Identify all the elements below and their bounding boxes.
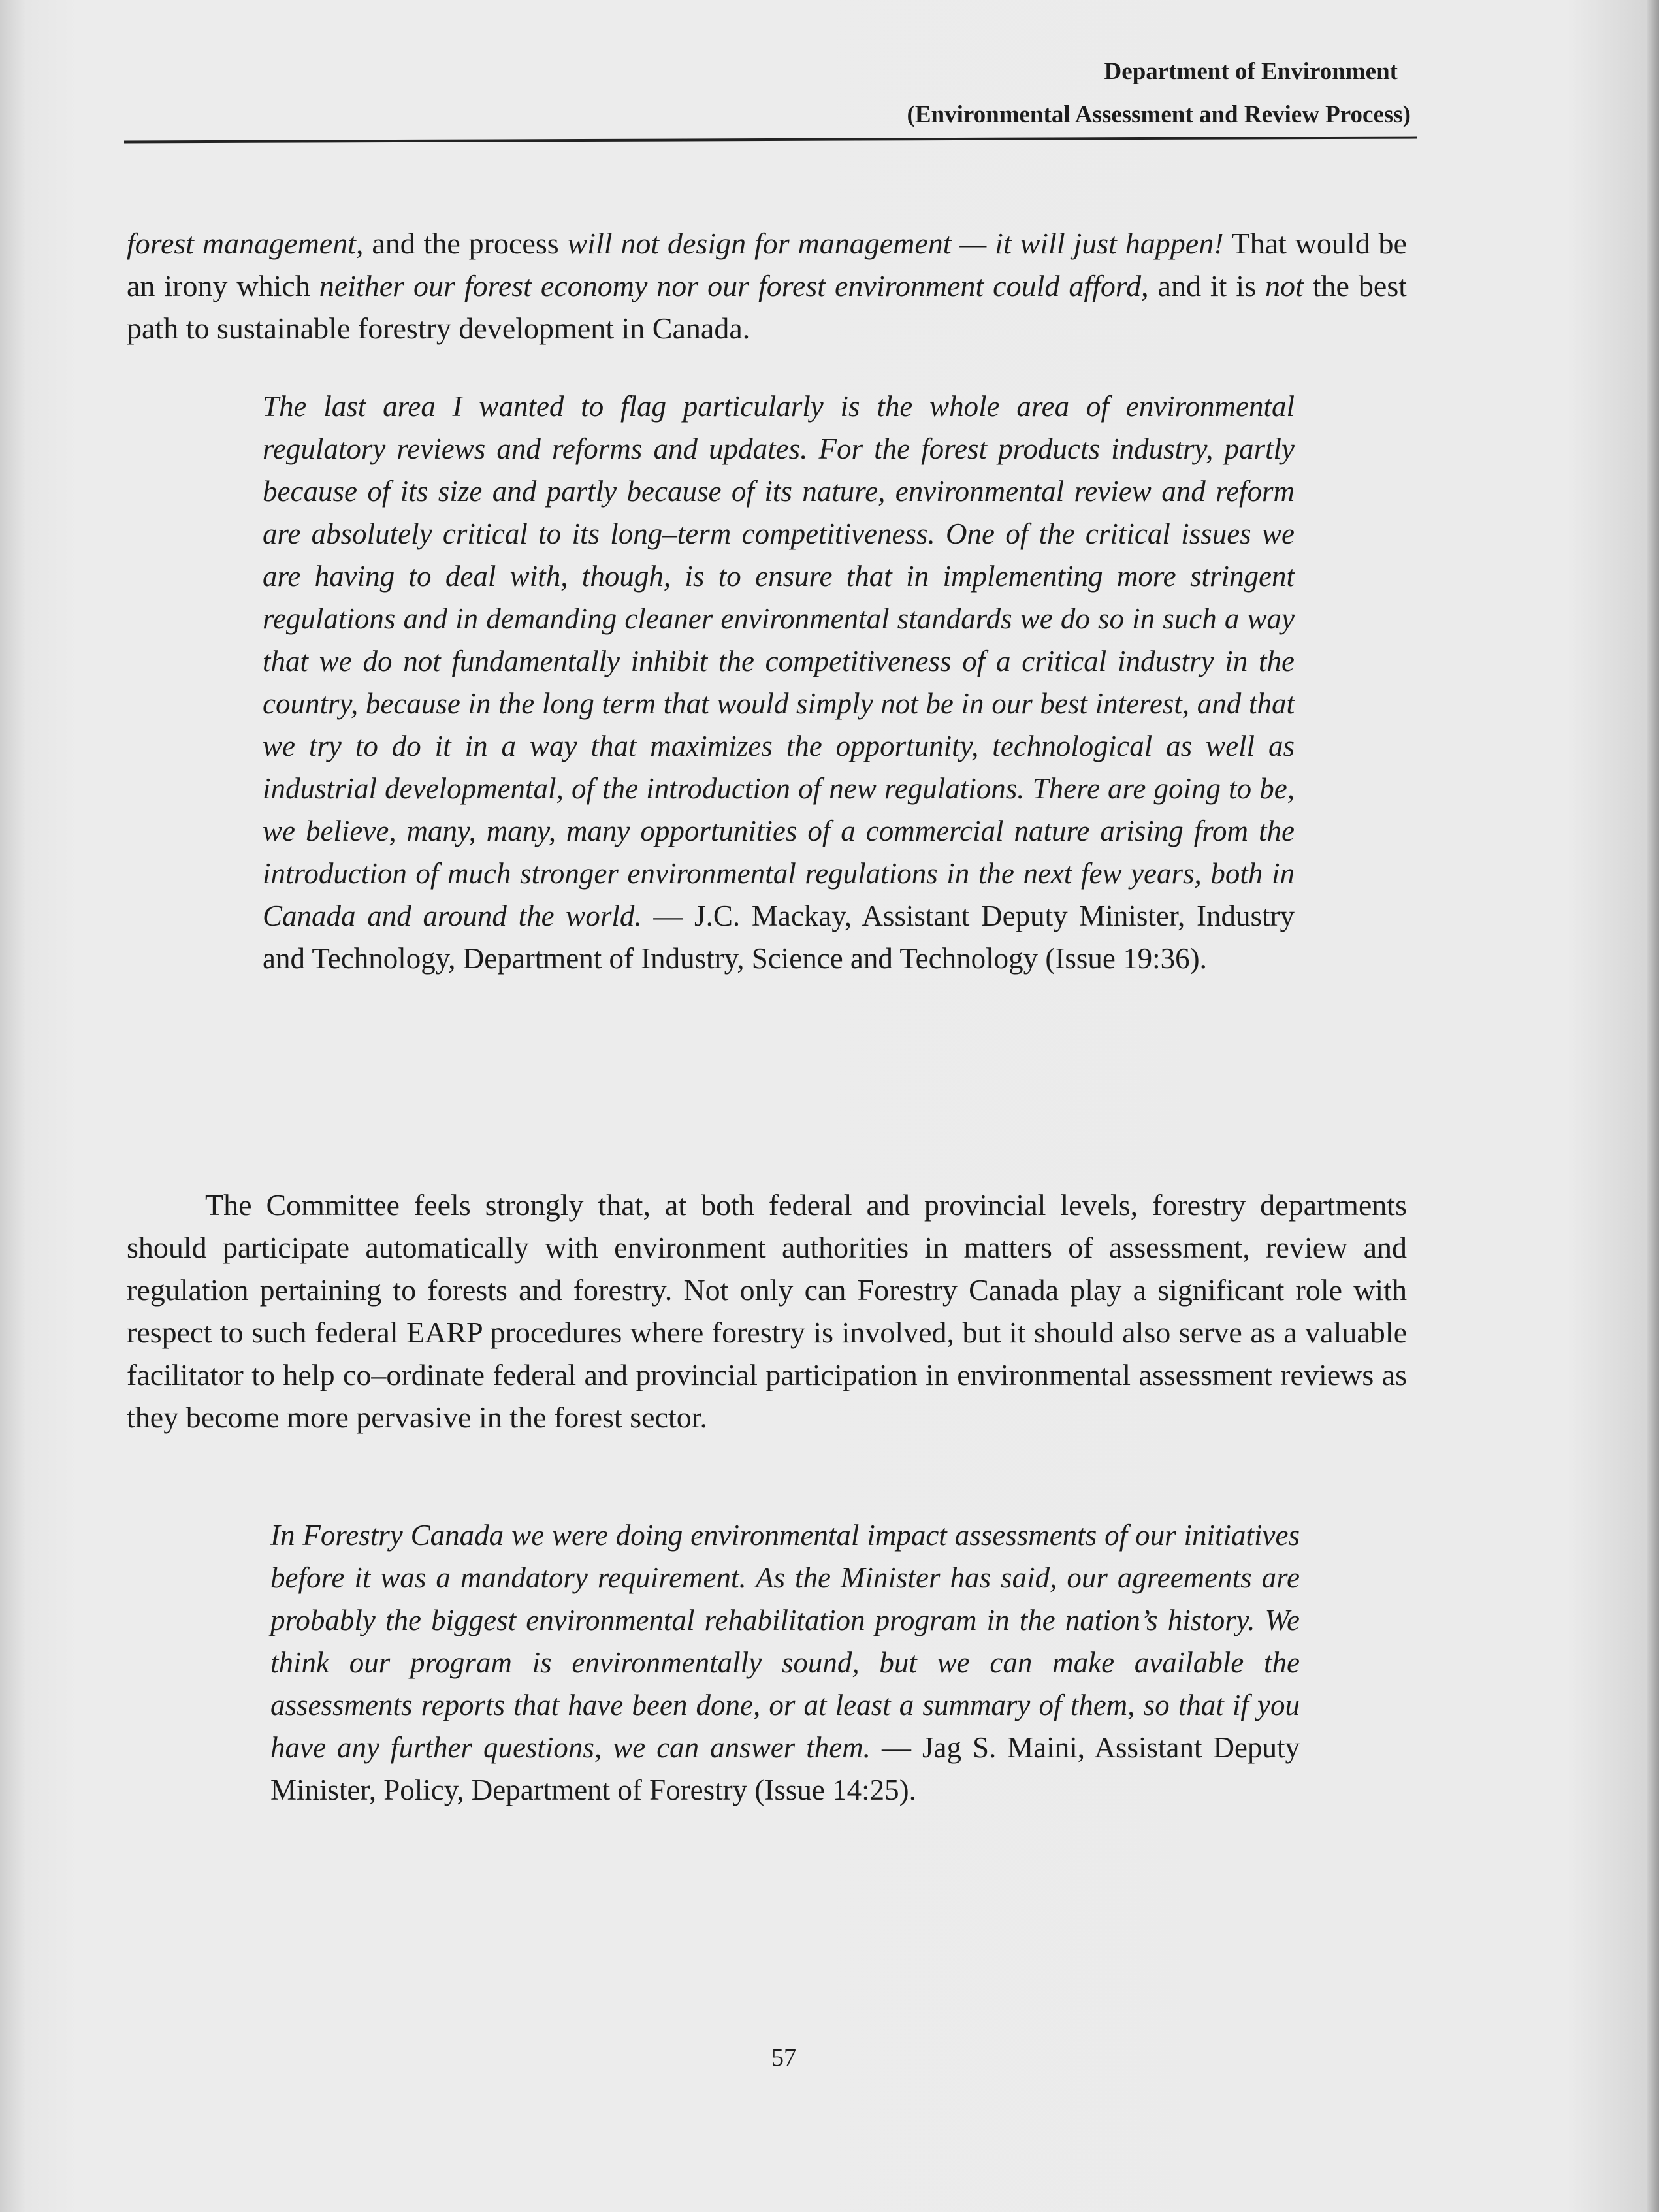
p1-seg6: , and it is <box>1141 269 1266 302</box>
running-header <box>124 54 1417 145</box>
p1-seg8: the best path to sustainable forestry development in Canada. <box>127 269 1408 345</box>
paragraph-committee: The Committee feels strongly that, at both federal and provincial levels, forestry departments should participate automatically with environment authorities in matters of assessment, review and regulation pertaining to forests and forestry. Not only can Forestry Canada play a significant role with respect to such federal EARP procedures where forestry is involved, but it should also serve as a valuable facilitator to help co–ordinate federal and provincial participation in environmental assessment reviews as they become more pervasive in the forest sector. <box>127 1188 1407 1434</box>
paragraph-forest-management <box>127 222 1407 350</box>
page-number: 57 <box>771 2044 796 2072</box>
p1-seg2: , and the process <box>355 227 568 260</box>
quote-mackay <box>263 385 1295 980</box>
page-edge-shadow <box>1647 0 1659 2212</box>
header-process: (Environmental Assessment and Review Process) <box>907 101 1411 128</box>
quote2-text: In Forestry Canada we were doing environmental impact assessments of our initiatives before it was a mandatory requirement. As the Minister has said, our agreements are probably the biggest environmental rehabilitation program in the nation’s history. We think our program is environmentally sound, but we can make available the assessments reports that have been done, or at least a summary of them, so that if you have any further questions, we can answer them. <box>270 1519 1300 1764</box>
p1-seg5: neither our forest economy nor our forest environment could afford <box>319 269 1142 302</box>
p1-seg1: forest management <box>127 227 356 260</box>
p1-seg7: not <box>1265 269 1304 302</box>
quote-maini <box>270 1514 1300 1812</box>
p1-seg3: will not design for management — it will just happen! <box>567 227 1224 260</box>
p1-seg4: That would be an irony which <box>127 227 1407 302</box>
quote1-attribution: — J.C. Mackay, Assistant Deputy Minister, Industry and Technology, Department of Industry, Science and Technology (Issue 19:36). <box>263 900 1295 975</box>
header-rule <box>124 137 1417 144</box>
quote2-attribution: — Jag S. Maini, Assistant Deputy Minister, Policy, Department of Forestry (Issue 14:25). <box>270 1731 1300 1806</box>
header-department: Department of Environment <box>1104 58 1398 85</box>
quote1-text: The last area I wanted to flag particularly is the whole area of environmental regulatory reviews and reforms and updates. For the forest products industry, partly because of its size and partly because of its nature, environmental review and reform are absolutely critical to its long–term competitiveness. One of the critical issues we are having to deal with, though, is to ensure that in implementing more stringent regulations and in demanding cleaner environmental standards we do so in such a way that we do not fundamentally inhibit the competitiveness of a critical industry in the country, because in the long term that would simply not be in our best interest, and that we try to do it in a way that maximizes the opportunity, technological as well as industrial developmental, of the introduction of new regulations. There are going to be, we believe, many, many, many opportunities of a commercial nature arising from the introduction of much stronger environmental regulations in the next few years, both in Canada and around the world. <box>263 390 1295 932</box>
